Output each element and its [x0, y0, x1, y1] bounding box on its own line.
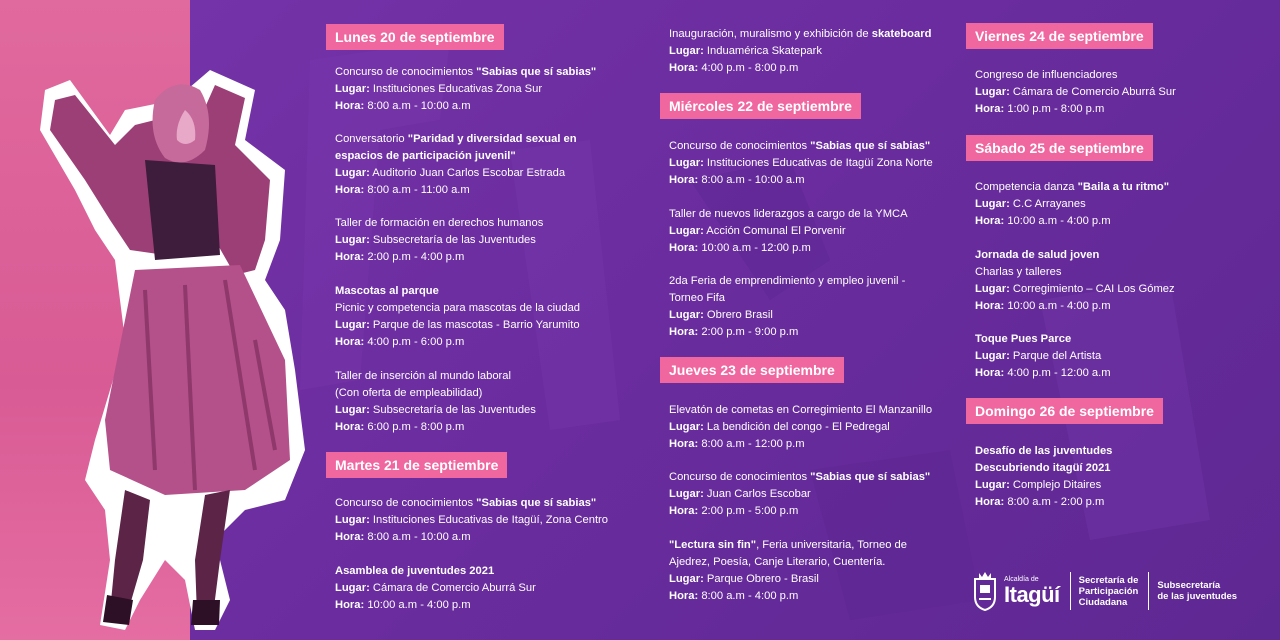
event [669, 537, 959, 605]
event-line: Hora: 10:00 a.m - 4:00 p.m [975, 215, 1111, 227]
event-line: Lugar: Induamérica Skatepark [669, 45, 822, 57]
event [669, 138, 959, 189]
event-line: Lugar: Subsecretaría de las Juventudes [335, 234, 536, 246]
subsecretaria-line: Subsecretaría [1157, 580, 1221, 591]
event-line: Torneo Fifa [669, 292, 725, 304]
event-line: Lugar: Instituciones Educativas Zona Sur [335, 83, 543, 95]
event-line: Hora: 8:00 a.m - 11:00 a.m [335, 184, 470, 196]
event-line: Congreso de influenciadores [975, 69, 1118, 81]
event-line: Taller de formación en derechos humanos [335, 217, 544, 229]
event-line: Asamblea de juventudes 2021 [335, 565, 495, 577]
event-line: Picnic y competencia para mascotas de la ciudad [335, 302, 581, 314]
event-line: Lugar: Parque Obrero - Brasil [669, 573, 819, 585]
event [975, 331, 1265, 382]
event [335, 131, 625, 199]
event-line: Hora: 2:00 p.m - 9:00 p.m [669, 326, 799, 338]
day-header-thursday: Jueves 23 de septiembre [660, 357, 844, 383]
subsecretaria-line: de las juventudes [1157, 591, 1238, 602]
event-line: Concurso de conocimientos "Sabias que sí sabias" [335, 497, 597, 509]
event-line: Lugar: La bendición del congo - El Pedregal [669, 421, 890, 433]
event [335, 495, 625, 546]
event [335, 368, 625, 436]
event [669, 469, 959, 520]
city-shield-icon [972, 571, 998, 611]
day-header-wednesday: Miércoles 22 de septiembre [660, 93, 861, 119]
day-header-friday: Viernes 24 de septiembre [966, 23, 1153, 49]
event [335, 64, 625, 115]
event-line: Hora: 8:00 a.m - 12:00 p.m [669, 438, 805, 450]
event-line: Lugar: Acción Comunal El Porvenir [669, 225, 846, 237]
event-line: Hora: 1:00 p.m - 8:00 p.m [975, 103, 1105, 115]
event [335, 283, 625, 351]
event-line: Hora: 2:00 p.m - 4:00 p.m [335, 251, 465, 263]
event-line: Lugar: Obrero Brasil [669, 309, 773, 321]
event-line: Hora: 10:00 a.m - 4:00 p.m [975, 300, 1111, 312]
event-line: Ajedrez, Poesía, Canje Literario, Cuentería. [669, 556, 886, 568]
event-line: Hora: 8:00 a.m - 4:00 p.m [669, 590, 799, 602]
event-line: Lugar: Parque del Artista [975, 350, 1102, 362]
secretaria-logo [1079, 575, 1139, 608]
event-line: Lugar: Auditorio Juan Carlos Escobar Estrada [335, 167, 566, 179]
event-line: "Lectura sin fin", Feria universitaria, Torneo de [669, 539, 907, 551]
event-line: Lugar: Juan Carlos Escobar [669, 488, 811, 500]
event-line: Lugar: Instituciones Educativas de Itagüí, Zona Centro [335, 514, 608, 526]
event-line: Lugar: Complejo Ditaires [975, 479, 1102, 491]
event-line: Desafío de las juventudes [975, 445, 1113, 457]
event-line: Taller de nuevos liderazgos a cargo de la YMCA [669, 208, 908, 220]
event-line: Hora: 10:00 a.m - 4:00 p.m [335, 599, 471, 611]
event-line: Hora: 6:00 p.m - 8:00 p.m [335, 421, 465, 433]
event [975, 443, 1265, 511]
dancing-woman-photo [15, 40, 315, 640]
event-line: Hora: 10:00 a.m - 12:00 p.m [669, 242, 811, 254]
divider [1070, 572, 1071, 610]
footer-logos [972, 568, 1262, 614]
event [975, 67, 1265, 118]
event-line: (Con oferta de empleabilidad) [335, 387, 483, 399]
secretaria-line: Participación [1078, 585, 1139, 597]
secretaria-line: Secretaría de [1078, 574, 1139, 586]
secretaria-line: Ciudadana [1078, 596, 1128, 608]
event [669, 402, 959, 453]
event [975, 247, 1265, 315]
event-line: Lugar: Corregimiento – CAI Los Gómez [975, 283, 1175, 295]
day-header-monday: Lunes 20 de septiembre [326, 24, 504, 50]
event [335, 215, 625, 266]
event-line: Lugar: C.C Arrayanes [975, 198, 1086, 210]
event-line: Charlas y talleres [975, 266, 1062, 278]
event-line: Lugar: Subsecretaría de las Juventudes [335, 404, 536, 416]
event-line: Lugar: Cámara de Comercio Aburrá Sur [975, 86, 1176, 98]
event-line: Jornada de salud joven [975, 249, 1100, 261]
event-line: Concurso de conocimientos "Sabias que sí sabias" [669, 471, 931, 483]
event-line: Hora: 4:00 p.m - 12:00 a.m [975, 367, 1111, 379]
event [669, 26, 959, 77]
day-header-sunday: Domingo 26 de septiembre [966, 398, 1163, 424]
event-line: Mascotas al parque [335, 285, 439, 297]
event [669, 273, 959, 341]
event-line: Descubriendo itagüí 2021 [975, 462, 1111, 474]
event-line: Concurso de conocimientos "Sabias que sí sabias" [669, 140, 931, 152]
event-line: Hora: 8:00 a.m - 10:00 a.m [335, 100, 471, 112]
event-line: Hora: 8:00 a.m - 10:00 a.m [335, 531, 471, 543]
event-line: Hora: 4:00 p.m - 6:00 p.m [335, 336, 465, 348]
event-line: Hora: 8:00 a.m - 2:00 p.m [975, 496, 1105, 508]
alcaldia-name: Itagüí [1004, 582, 1060, 607]
event-line: Inauguración, muralismo y exhibición de skateboard [669, 28, 932, 40]
alcaldia-small-text: Alcaldía de [1004, 576, 1039, 583]
event-line: Lugar: Instituciones Educativas de Itagüí Zona Norte [669, 157, 933, 169]
alcaldia-logo [1004, 576, 1060, 606]
event-line: Lugar: Parque de las mascotas - Barrio Yarumito [335, 319, 580, 331]
day-header-tuesday: Martes 21 de septiembre [326, 452, 507, 478]
event-line: Taller de inserción al mundo laboral [335, 370, 511, 382]
event-line: Hora: 2:00 p.m - 5:00 p.m [669, 505, 799, 517]
event-line: Elevatón de cometas en Corregimiento El Manzanillo [669, 404, 933, 416]
event [335, 563, 625, 614]
event-line: Concurso de conocimientos "Sabias que sí sabias" [335, 66, 597, 78]
subsecretaria-logo [1157, 580, 1237, 602]
event-line: 2da Feria de emprendimiento y empleo juvenil - [669, 275, 906, 287]
event-line: Competencia danza "Baila a tu ritmo" [975, 181, 1170, 193]
event-line: Lugar: Cámara de Comercio Aburrá Sur [335, 582, 536, 594]
event-line: Toque Pues Parce [975, 333, 1072, 345]
event-line: Conversatorio "Paridad y diversidad sexual en [335, 133, 577, 145]
event [975, 179, 1265, 230]
event-line: Hora: 8:00 a.m - 10:00 a.m [669, 174, 805, 186]
event-line: espacios de participación juvenil" [335, 150, 516, 162]
event-line: Hora: 4:00 p.m - 8:00 p.m [669, 62, 799, 74]
divider [1148, 572, 1149, 610]
event [669, 206, 959, 257]
day-header-saturday: Sábado 25 de septiembre [966, 135, 1153, 161]
